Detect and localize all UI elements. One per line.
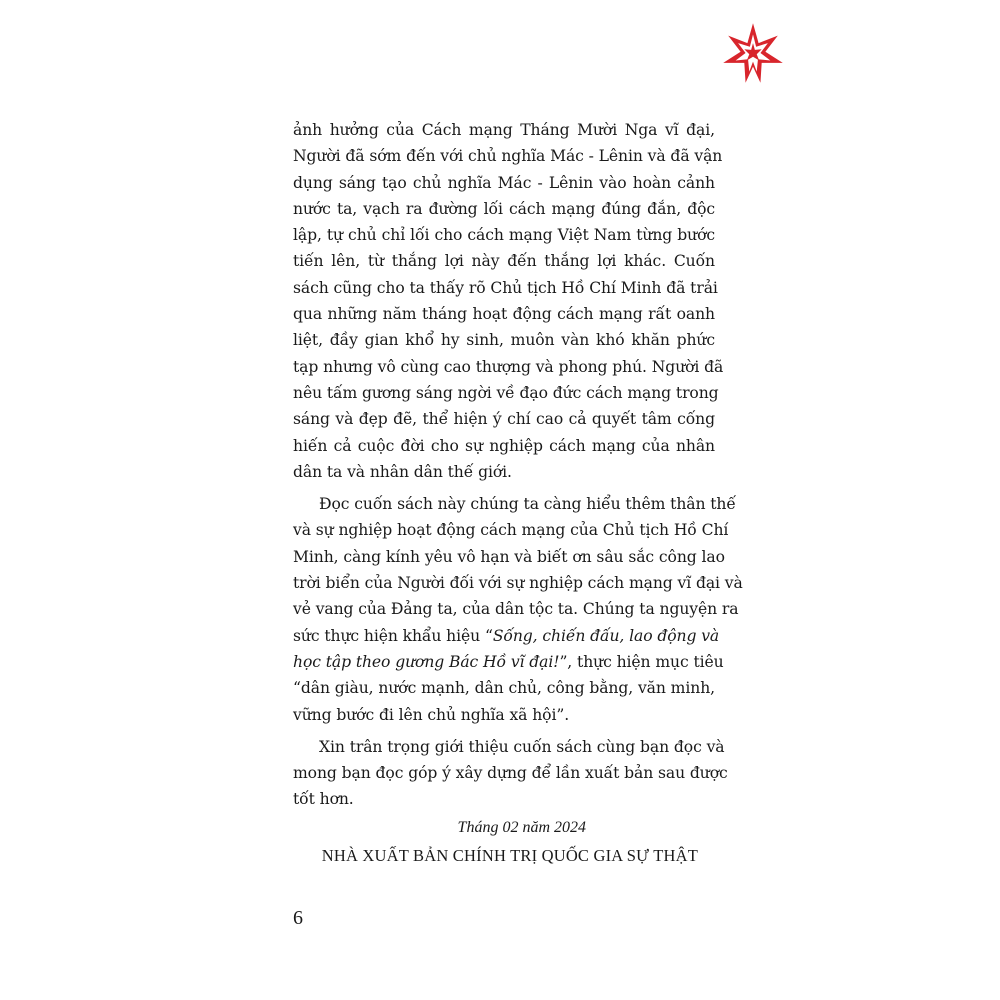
slogan-text: học tập theo gương Bác Hồ vĩ đại!: [293, 652, 560, 671]
text-line: lập, tự chủ chỉ lối cho cách mạng Việt Nam từng bước: [293, 226, 715, 245]
signature-block: [293, 815, 698, 869]
body-text: [293, 117, 743, 813]
text-line: Xin trân trọng giới thiệu cuốn sách cùng bạn đọc và: [319, 737, 725, 756]
text-line: Minh, càng kính yêu vô hạn và biết ơn sâu sắc công lao: [293, 547, 725, 566]
text-line: tốt hơn.: [293, 790, 354, 809]
text-line: “dân giàu, nước mạnh, dân chủ, công bằng, văn minh,: [293, 679, 715, 698]
text-line: Đọc cuốn sách này chúng ta càng hiểu thêm thân thế: [319, 495, 736, 514]
text-line: và sự nghiệp hoạt động cách mạng của Chủ tịch Hồ Chí: [293, 521, 729, 540]
signature-date: Tháng 02 năm 2024: [457, 819, 586, 836]
text-line: sách cũng cho ta thấy rõ Chủ tịch Hồ Chí Minh đã trải: [293, 278, 718, 297]
text-line: liệt, đầy gian khổ hy sinh, muôn vàn khó khăn phức: [293, 331, 715, 350]
paragraph-1: [293, 117, 724, 485]
text-line: trời biển của Người đối với sự nghiệp cách mạng vĩ đại và: [293, 574, 743, 593]
text-line: mong bạn đọc góp ý xây dựng để lần xuất bản sau được: [293, 764, 728, 783]
text-line: dân ta và nhân dân thế giới.: [293, 462, 512, 481]
text-line: hiến cả cuộc đời cho sự nghiệp cách mạng của nhân: [293, 436, 715, 455]
text-line: vẻ vang của Đảng ta, của dân tộc ta. Chúng ta nguyện ra: [293, 600, 739, 619]
text-line: [293, 649, 724, 675]
text-segment: ”, thực hiện mục tiêu: [559, 652, 724, 671]
text-line: sáng và đẹp đẽ, thể hiện ý chí cao cả quyết tâm cống: [293, 410, 715, 429]
red-star-logo-icon: [722, 22, 784, 84]
text-line: vững bước đi lên chủ nghĩa xã hội”.: [293, 705, 570, 724]
page-number: 6: [293, 907, 303, 929]
publisher-name: NHÀ XUẤT BẢN CHÍNH TRỊ QUỐC GIA SỰ THẬT: [321, 846, 698, 865]
text-segment: sức thực hiện khẩu hiệu “: [293, 626, 493, 645]
text-line: [293, 623, 720, 649]
text-line: Người đã sớm đến với chủ nghĩa Mác - Lênin và đã vận: [293, 147, 723, 166]
text-line: ảnh hưởng của Cách mạng Tháng Mười Nga vĩ đại,: [293, 121, 715, 139]
text-line: qua những năm tháng hoạt động cách mạng rất oanh: [293, 305, 715, 324]
text-line: nêu tấm gương sáng ngời về đạo đức cách mạng trong: [293, 383, 719, 402]
text-line: tạp nhưng vô cùng cao thượng và phong phú. Người đã: [293, 357, 724, 376]
text-line: nước ta, vạch ra đường lối cách mạng đúng đắn, độc: [293, 199, 715, 218]
paragraph-3: [293, 734, 728, 813]
text-line: tiến lên, từ thắng lợi này đến thắng lợi khác. Cuốn: [293, 252, 715, 271]
slogan-text: Sống, chiến đấu, lao động và: [492, 626, 720, 645]
paragraph-2: [293, 491, 743, 728]
text-line: dụng sáng tạo chủ nghĩa Mác - Lênin vào hoàn cảnh: [293, 173, 715, 192]
